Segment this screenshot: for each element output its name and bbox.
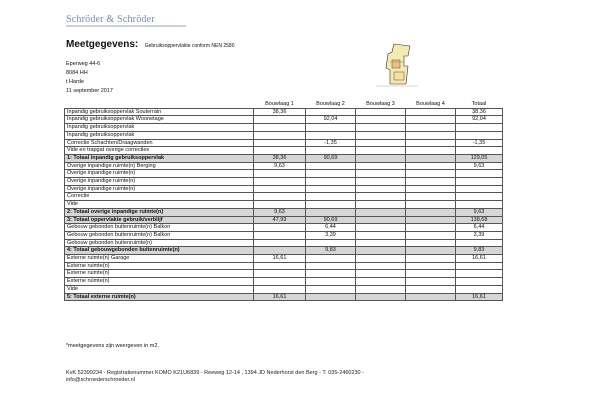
row-value bbox=[356, 131, 406, 139]
row-value bbox=[406, 185, 456, 193]
row-value bbox=[306, 262, 356, 270]
row-value bbox=[254, 278, 306, 286]
row-value bbox=[456, 178, 503, 186]
table-row bbox=[65, 278, 503, 286]
row-value bbox=[356, 247, 406, 255]
row-value bbox=[356, 224, 406, 232]
table-total-row bbox=[65, 293, 503, 301]
row-value bbox=[254, 116, 306, 124]
row-label: Inpandig gebruiksoppervlak bbox=[65, 124, 254, 132]
page-subtitle: Gebruiksoppervlakte conform NEN 2580 bbox=[144, 43, 235, 49]
row-value bbox=[406, 216, 456, 224]
table-row bbox=[65, 131, 503, 139]
row-value bbox=[306, 108, 356, 116]
row-value bbox=[456, 124, 503, 132]
table-row bbox=[65, 185, 503, 193]
row-value: 16,61 bbox=[254, 255, 306, 263]
row-value bbox=[406, 124, 456, 132]
row-value: -1,35 bbox=[306, 139, 356, 147]
row-label: Inpandig gebruiksoppervlak bbox=[65, 131, 254, 139]
table-total-row bbox=[65, 247, 503, 255]
row-value bbox=[406, 285, 456, 293]
address-street: Eperweg 44-6 bbox=[66, 61, 101, 67]
row-value: 3,39 bbox=[306, 231, 356, 239]
row-value bbox=[456, 170, 503, 178]
row-value: 16,61 bbox=[456, 255, 503, 263]
row-label: Gebouw gebonden buitenruimte(n) Balkon bbox=[65, 224, 254, 232]
row-value bbox=[306, 131, 356, 139]
row-value bbox=[406, 208, 456, 216]
footer-email: info@schroederschroeder.nl bbox=[66, 377, 135, 383]
row-value bbox=[406, 139, 456, 147]
row-value bbox=[306, 239, 356, 247]
table-body bbox=[65, 108, 503, 301]
row-value bbox=[254, 247, 306, 255]
row-value bbox=[406, 162, 456, 170]
row-value bbox=[356, 216, 406, 224]
table-total-row bbox=[65, 154, 503, 162]
row-label: 5: Totaal externe ruimte(n) bbox=[65, 293, 254, 301]
row-label: Overige inpandige ruimte(n) bbox=[65, 170, 254, 178]
row-value bbox=[456, 131, 503, 139]
header-label bbox=[65, 101, 254, 108]
table-row bbox=[65, 231, 503, 239]
table-row bbox=[65, 116, 503, 124]
table-row bbox=[65, 124, 503, 132]
row-value bbox=[406, 239, 456, 247]
row-label: Gebouw gebonden buitenruimte(n) bbox=[65, 239, 254, 247]
row-value bbox=[406, 178, 456, 186]
row-value bbox=[456, 193, 503, 201]
table-total-row bbox=[65, 208, 503, 216]
row-value bbox=[254, 224, 306, 232]
row-value bbox=[254, 185, 306, 193]
row-value bbox=[254, 170, 306, 178]
title-row bbox=[66, 34, 234, 52]
company-logo: Schröder & Schröder bbox=[66, 14, 155, 25]
row-value bbox=[406, 293, 456, 301]
row-label: 2: Totaal overige inpandige ruimte(n) bbox=[65, 208, 254, 216]
row-value: 16,61 bbox=[254, 293, 306, 301]
table-total-row bbox=[65, 216, 503, 224]
row-label: 3: Totaal oppervlakte gebruik/verblijf bbox=[65, 216, 254, 224]
table-row bbox=[65, 108, 503, 116]
row-value: 9,63 bbox=[254, 162, 306, 170]
row-value: 9,83 bbox=[456, 247, 503, 255]
row-value bbox=[356, 139, 406, 147]
row-value bbox=[306, 255, 356, 263]
row-value bbox=[306, 285, 356, 293]
table-row bbox=[65, 147, 503, 155]
row-value bbox=[406, 193, 456, 201]
row-label: Externe ruimte(n) bbox=[65, 262, 254, 270]
row-label: Externe ruimte(n) bbox=[65, 278, 254, 286]
row-label: Overige inpandige ruimte(n) bbox=[65, 185, 254, 193]
row-value bbox=[356, 201, 406, 209]
row-label: Vide bbox=[65, 285, 254, 293]
row-value bbox=[356, 124, 406, 132]
row-value: 47,99 bbox=[254, 216, 306, 224]
row-value: 38,36 bbox=[456, 108, 503, 116]
row-value bbox=[406, 131, 456, 139]
row-value: -1,35 bbox=[456, 139, 503, 147]
row-value bbox=[306, 147, 356, 155]
row-value bbox=[406, 247, 456, 255]
row-label: Vide en trapgat overige correcties bbox=[65, 147, 254, 155]
row-value bbox=[306, 178, 356, 186]
row-value: 38,36 bbox=[254, 154, 306, 162]
row-value bbox=[254, 139, 306, 147]
table-row bbox=[65, 193, 503, 201]
row-value bbox=[254, 239, 306, 247]
row-label: 4: Totaal gebouwgebonden buitenruimte(n) bbox=[65, 247, 254, 255]
row-value bbox=[406, 224, 456, 232]
row-value bbox=[254, 231, 306, 239]
row-value bbox=[356, 231, 406, 239]
header-bouwlaag-2: Bouwlaag 2 bbox=[306, 101, 356, 108]
row-label: Correctie Schachten/Draagwanden bbox=[65, 139, 254, 147]
row-value bbox=[356, 278, 406, 286]
row-value bbox=[356, 185, 406, 193]
row-label: 1: Totaal inpandig gebruiksoppervlak bbox=[65, 154, 254, 162]
row-value bbox=[356, 162, 406, 170]
row-value bbox=[254, 285, 306, 293]
row-value bbox=[254, 193, 306, 201]
row-value bbox=[356, 193, 406, 201]
row-value bbox=[356, 270, 406, 278]
table-row bbox=[65, 255, 503, 263]
row-value bbox=[356, 154, 406, 162]
table-header-row bbox=[65, 101, 503, 108]
row-value bbox=[456, 285, 503, 293]
row-value: 3,39 bbox=[456, 231, 503, 239]
row-value: 6,44 bbox=[456, 224, 503, 232]
page-title: Meetgegevens: bbox=[66, 39, 139, 50]
row-value bbox=[456, 201, 503, 209]
row-value bbox=[406, 262, 456, 270]
row-value bbox=[406, 147, 456, 155]
row-value bbox=[356, 293, 406, 301]
row-value: 138,68 bbox=[456, 216, 503, 224]
footer-line-1: KvK 52399234 - Registratienummer KOMO K21U6839 - Reeweg 12-14 , 1394 JD Nederhorst den Berg - T. 035-2460230 - bbox=[66, 370, 364, 376]
row-value bbox=[406, 170, 456, 178]
row-value bbox=[406, 231, 456, 239]
table-row bbox=[65, 262, 503, 270]
row-value bbox=[356, 147, 406, 155]
header-bouwlaag-3: Bouwlaag 3 bbox=[356, 101, 406, 108]
footer bbox=[66, 370, 364, 384]
row-value bbox=[356, 285, 406, 293]
row-value bbox=[254, 124, 306, 132]
row-label: Overige inpandige ruimte(n) bbox=[65, 178, 254, 186]
address-postcode: 8084 HH bbox=[66, 70, 88, 76]
row-value bbox=[456, 239, 503, 247]
row-value: 90,69 bbox=[306, 216, 356, 224]
header-totaal: Totaal bbox=[456, 101, 503, 108]
table-row bbox=[65, 239, 503, 247]
row-value bbox=[306, 270, 356, 278]
row-value: 129,05 bbox=[456, 154, 503, 162]
row-value bbox=[406, 278, 456, 286]
row-value bbox=[306, 170, 356, 178]
row-value bbox=[306, 201, 356, 209]
row-value bbox=[456, 278, 503, 286]
table-row bbox=[65, 224, 503, 232]
table-row bbox=[65, 201, 503, 209]
row-value bbox=[406, 201, 456, 209]
header-bouwlaag-1: Bouwlaag 1 bbox=[254, 101, 306, 108]
table-row bbox=[65, 170, 503, 178]
row-value bbox=[356, 239, 406, 247]
row-value bbox=[406, 154, 456, 162]
row-value bbox=[356, 170, 406, 178]
row-value bbox=[306, 293, 356, 301]
row-value: 16,61 bbox=[456, 293, 503, 301]
row-value: 92,04 bbox=[456, 116, 503, 124]
measurement-table bbox=[64, 101, 503, 301]
row-value bbox=[306, 124, 356, 132]
row-value bbox=[356, 178, 406, 186]
row-value bbox=[254, 270, 306, 278]
row-value: 90,69 bbox=[306, 154, 356, 162]
row-value bbox=[356, 116, 406, 124]
header-bouwlaag-4: Bouwlaag 4 bbox=[406, 101, 456, 108]
row-value bbox=[406, 270, 456, 278]
row-value bbox=[356, 262, 406, 270]
row-value bbox=[306, 278, 356, 286]
row-value bbox=[306, 208, 356, 216]
row-value bbox=[254, 178, 306, 186]
table-row bbox=[65, 178, 503, 186]
row-label: Overige inpandige ruimte(n) Berging bbox=[65, 162, 254, 170]
row-value: 38,36 bbox=[254, 108, 306, 116]
table-row bbox=[65, 270, 503, 278]
footnote: *meetgegevens zijn weergeven in m2. bbox=[66, 343, 159, 349]
address-date: 11 september 2017 bbox=[66, 88, 113, 94]
row-value bbox=[406, 108, 456, 116]
logo-tagline-line bbox=[66, 25, 186, 27]
row-label: Vide bbox=[65, 201, 254, 209]
row-value: 92,04 bbox=[306, 116, 356, 124]
row-value bbox=[456, 185, 503, 193]
row-label: Correctie bbox=[65, 193, 254, 201]
row-value bbox=[306, 162, 356, 170]
row-value: 9,63 bbox=[456, 208, 503, 216]
row-value bbox=[406, 255, 456, 263]
row-value: 6,44 bbox=[306, 224, 356, 232]
row-value bbox=[254, 131, 306, 139]
row-value: 9,63 bbox=[456, 162, 503, 170]
row-value bbox=[406, 116, 456, 124]
row-label: Externe ruimte(n) bbox=[65, 270, 254, 278]
row-value: 9,83 bbox=[306, 247, 356, 255]
row-label: Externe ruimte(n) Garage bbox=[65, 255, 254, 263]
row-value bbox=[356, 255, 406, 263]
row-value bbox=[456, 270, 503, 278]
row-value bbox=[356, 108, 406, 116]
row-value bbox=[306, 185, 356, 193]
row-label: Gebouw gebonden buitenruimte(n) Balkon bbox=[65, 231, 254, 239]
row-value bbox=[356, 208, 406, 216]
row-label: Inpandig gebruiksoppervlak Woonetage bbox=[65, 116, 254, 124]
row-value bbox=[254, 201, 306, 209]
row-value bbox=[306, 193, 356, 201]
row-value bbox=[456, 262, 503, 270]
row-value bbox=[254, 262, 306, 270]
table-row bbox=[65, 162, 503, 170]
address-city: t Harde bbox=[66, 79, 85, 85]
table-row bbox=[65, 139, 503, 147]
floorplan-thumbnail bbox=[368, 42, 428, 87]
row-value: 9,63 bbox=[254, 208, 306, 216]
row-label: Inpandig gebruiksoppervlak Souterrain bbox=[65, 108, 254, 116]
row-value bbox=[254, 147, 306, 155]
row-value bbox=[456, 147, 503, 155]
table-row bbox=[65, 285, 503, 293]
